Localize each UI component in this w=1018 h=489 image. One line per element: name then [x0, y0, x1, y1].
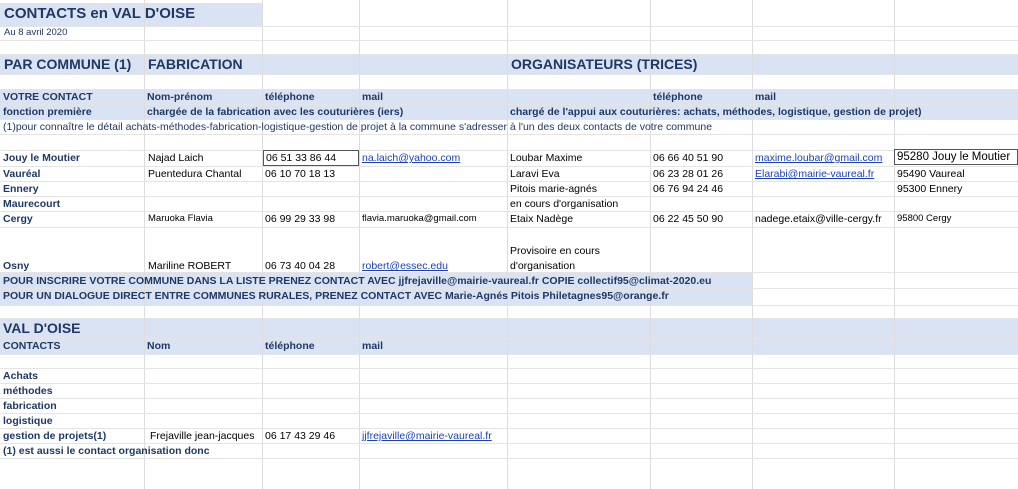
org-name: Loubar Maxime — [510, 152, 583, 164]
org-tel: 06 23 28 01 26 — [653, 168, 724, 180]
fab-mail-link[interactable]: robert@essec.edu — [362, 260, 448, 272]
section2-footnote: (1) est aussi le contact organisation donc — [3, 445, 210, 457]
header-nom-prenom: Nom-prénom — [147, 91, 213, 103]
fab-name: Puentedura Chantal — [148, 168, 242, 180]
commune-cergy: Cergy — [3, 213, 33, 225]
fab-tel: 06 10 70 18 13 — [265, 168, 336, 180]
organisation-desc: chargé de l'appui aux couturières: achats, méthodes, logistique, gestion de projet) — [510, 106, 922, 118]
commune-ennery: Ennery — [3, 183, 39, 195]
org-status-line1: Provisoire en cours — [510, 245, 600, 257]
fab-name: Mariline ROBERT — [148, 260, 232, 272]
org-mail: nadege.etaix@ville-cergy.fr — [755, 213, 882, 225]
notice-inscrire: POUR INSCRIRE VOTRE COMMUNE DANS LA LISTE PRENEZ CONTACT AVEC jjfrejaville@mairie-vaureal.fr COPIE collectif95@climat-2020.eu — [3, 275, 712, 287]
org-tel: 06 22 45 50 90 — [653, 213, 724, 225]
role-logistique: logistique — [3, 415, 53, 427]
postal-code: 95490 Vaureal — [897, 168, 965, 180]
page-title: CONTACTS en VAL D'OISE — [4, 5, 196, 22]
section2-telephone: téléphone — [265, 340, 315, 352]
col-fabrication: FABRICATION — [148, 56, 243, 72]
header-telephone: téléphone — [265, 91, 315, 103]
section2-mail: mail — [362, 340, 384, 352]
commune-vaureal: Vauréal — [3, 168, 41, 180]
header-votre-contact: VOTRE CONTACT — [3, 91, 93, 103]
org-name: Etaix Nadège — [510, 213, 574, 225]
org-mail-link[interactable]: maxime.loubar@gmail.com — [755, 152, 883, 164]
org-status-line2: d'organisation — [510, 260, 576, 272]
col-organisateurs: ORGANISATEURS (TRICES) — [511, 56, 698, 72]
fab-name: Najad Laich — [148, 152, 204, 164]
gestion-tel: 06 17 43 29 46 — [265, 430, 336, 442]
fab-mail: flavia.maruoka@gmail.com — [362, 213, 477, 224]
commune-osny: Osny — [3, 260, 30, 272]
fab-tel[interactable]: 06 51 33 86 44 — [263, 150, 359, 166]
org-tel: 06 66 40 51 90 — [653, 152, 724, 164]
org-name: en cours d'organisation — [510, 198, 619, 210]
fab-mail-link[interactable]: na.laich@yahoo.com — [362, 152, 461, 164]
postal-code[interactable]: 95280 Jouy le Moutier — [894, 149, 1018, 165]
header-mail: mail — [362, 91, 384, 103]
section2-title: VAL D'OISE — [3, 320, 81, 336]
org-tel: 06 76 94 24 46 — [653, 183, 724, 195]
role-fabrication: fabrication — [3, 400, 57, 412]
postal-code: 95300 Ennery — [897, 183, 963, 195]
org-mail-link[interactable]: Elarabi@mairie-vaureal.fr — [755, 168, 875, 180]
header-mail-org: mail — [755, 91, 777, 103]
role-achats: Achats — [3, 370, 39, 382]
header-telephone-org: téléphone — [653, 91, 703, 103]
fab-tel: 06 99 29 33 98 — [265, 213, 336, 225]
org-name: Pitois marie-agnés — [510, 183, 597, 195]
notice-dialogue: POUR UN DIALOGUE DIRECT ENTRE COMMUNES RURALES, PRENEZ CONTACT AVEC Marie-Agnés Pitois Philetagnes95@orange.fr — [3, 290, 669, 302]
role-methodes: méthodes — [3, 385, 53, 397]
org-name: Laravi Eva — [510, 168, 560, 180]
gestion-mail-link[interactable]: jjfrejaville@mairie-vaureal.fr — [362, 430, 492, 442]
section2-contacts: CONTACTS — [3, 340, 61, 352]
date-label: Au 8 avril 2020 — [4, 27, 68, 38]
fab-tel: 06 73 40 04 28 — [265, 260, 336, 272]
gestion-name: Frejaville jean-jacques — [150, 430, 255, 442]
fab-name: Maruoka Flavia — [148, 213, 213, 224]
section2-nom: Nom — [147, 340, 171, 352]
fabrication-desc: chargée de la fabrication avec les couturières (iers) — [147, 106, 404, 118]
postal-code: 95800 Cergy — [897, 213, 952, 224]
commune-maurecourt: Maurecourt — [3, 198, 61, 210]
header-fonction: fonction première — [3, 106, 92, 118]
detail-note: (1)pour connaître le détail achats-méthodes-fabrication-logistique-gestion de projet à la commune s'adresser à l'un des deux contacts de votre commune — [3, 121, 713, 133]
commune-jouy: Jouy le Moutier — [3, 152, 81, 164]
role-gestion: gestion de projets(1) — [3, 430, 107, 442]
col-commune: PAR COMMUNE (1) — [4, 56, 132, 72]
